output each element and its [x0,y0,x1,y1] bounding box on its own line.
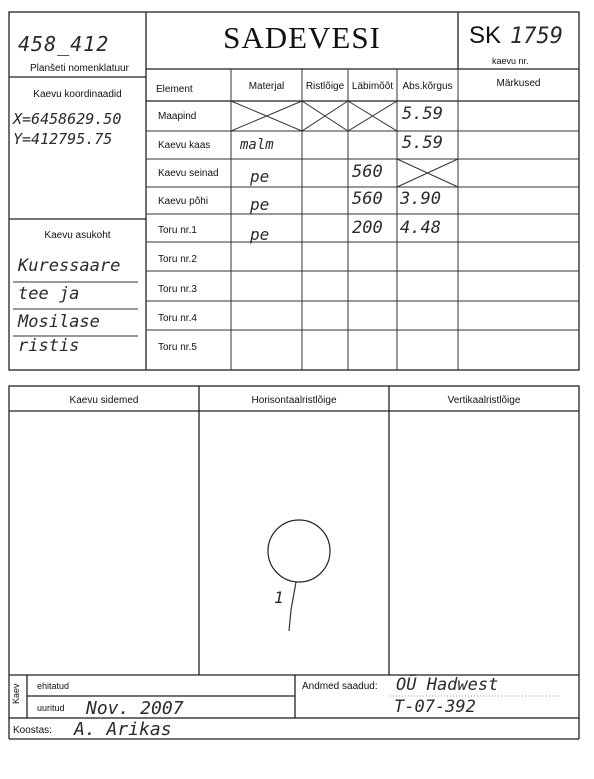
location-line-3: Mosilase [18,312,100,332]
panel-header-vertical-section: Vertikaalristlõige [447,395,521,406]
row-material: pe [250,195,270,214]
form-title: SADEVESI [223,20,381,55]
row-material: pe [250,167,270,186]
row-element-label: Kaevu kaas [158,140,211,151]
row-element-label: Kaevu seinad [158,168,219,179]
built-label: ehitatud [37,681,70,691]
col-header-cross-section: Ristlõige [305,81,345,92]
location-line-4: ristis [18,336,80,356]
data-source-label: Andmed saadud: [302,681,378,692]
well-side-label: Kaev [11,683,21,704]
author-label: Koostas: [13,725,52,736]
col-header-abs-height: Abs.kõrgus [402,81,453,92]
coordinate-y: Y=412795.75 [13,130,113,148]
row-element-label: Toru nr.3 [158,284,197,295]
surveyed-value: Nov. 2007 [86,698,184,719]
coordinates-label: Kaevu koordinaadid [33,89,122,100]
col-header-diameter: Läbimõõt [351,81,394,92]
location-line-1: Kuressaare [18,256,121,276]
row-abs-height: 5.59 [402,133,443,153]
panel-header-connections: Kaevu sidemed [69,395,139,406]
row-diameter: 200 [352,218,383,238]
row-abs-height: 5.59 [402,104,443,124]
data-source-line-1: OÜ Hadwest [396,675,499,695]
well-circle [268,520,330,582]
row-material: pe [250,225,270,244]
row-abs-height: 4.48 [400,218,441,238]
location-label: Kaevu asukoht [44,230,111,241]
data-source-line-2: T-07-392 [394,697,476,717]
row-element-label: Toru nr.5 [158,342,197,353]
pipe-label: 1 [274,588,284,607]
row-element-label: Toru nr.1 [158,225,197,236]
col-header-notes: Märkused [496,78,541,89]
row-element-label: Maapind [158,111,197,122]
row-element-label: Kaevu põhi [158,196,209,207]
row-element-label: Toru nr.2 [158,254,197,265]
row-diameter: 560 [352,189,383,209]
location-line-2: tee ja [18,284,80,304]
surveyed-label: uuritud [37,703,65,713]
well-number-label: kaevu nr. [492,56,529,66]
row-diameter: 560 [352,162,383,182]
row-abs-height: 3.90 [400,189,441,209]
col-header-element: Element [156,84,193,95]
row-element-label: Toru nr.4 [158,313,197,324]
col-header-material: Materjal [248,81,285,92]
panel-header-horizontal-section: Horisontaalristlõige [251,395,337,406]
well-prefix: SK [469,22,502,49]
coordinate-x: X=6458629.50 [13,110,122,128]
pipe-line [289,582,296,631]
sheet-number-value: 458_412 [18,32,110,56]
author-value: A. Arikas [74,719,172,740]
row-material: malm [240,137,274,153]
well-number-value: 1759 [510,24,563,49]
sheet-number-label: Planšeti nomenklatuur [30,63,129,74]
